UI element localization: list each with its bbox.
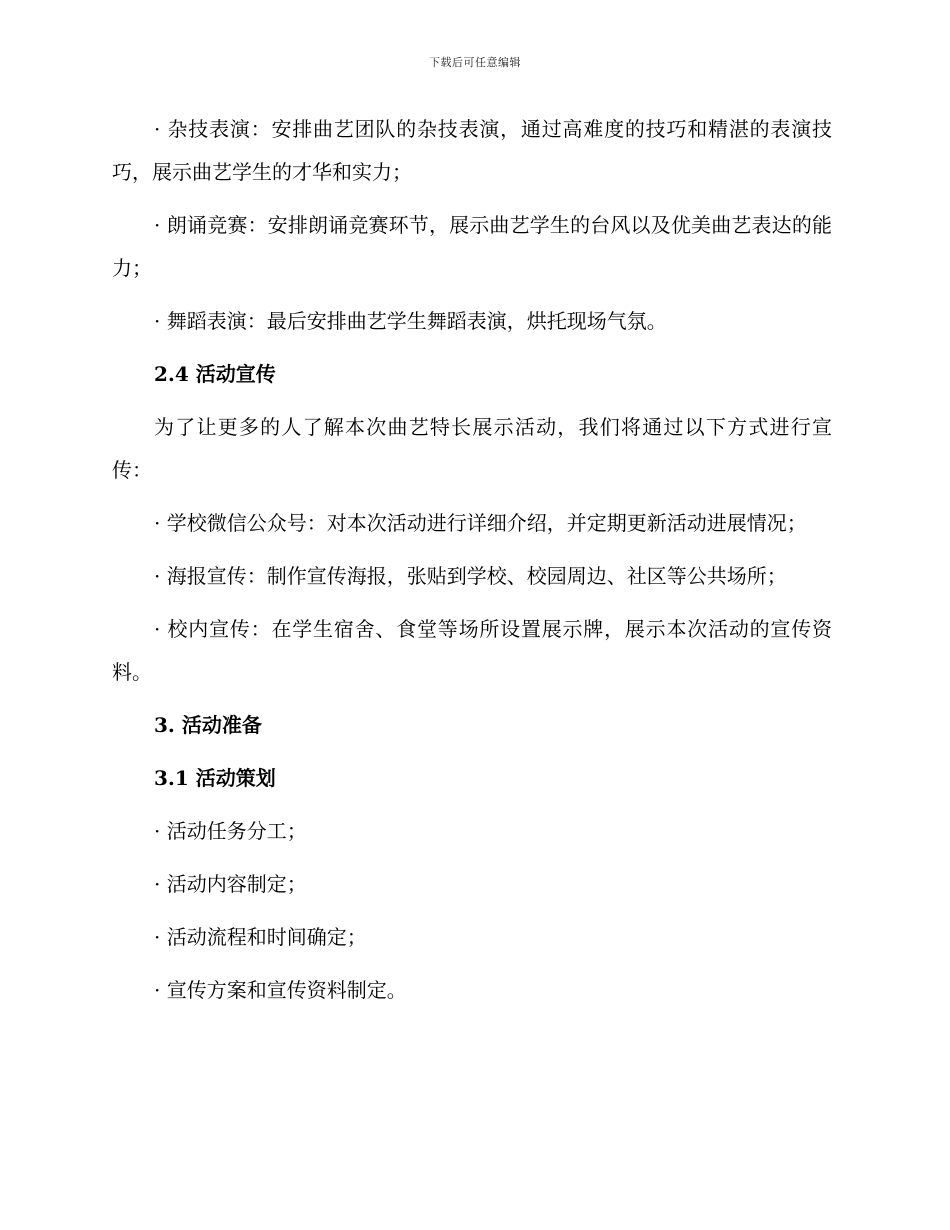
paragraph-recitation: · 朗诵竞赛：安排朗诵竞赛环节，展示曲艺学生的台风以及优美曲艺表达的能力； [112,213,832,280]
section-heading-2-4: 2.4 活动宣传 [154,362,276,386]
paragraph-poster: · 海报宣传：制作宣传海报，张贴到学校、校园周边、社区等公共场所； [154,564,787,588]
list-item-content: · 活动内容制定； [154,872,307,896]
paragraph-acrobatics: · 杂技表演：安排曲艺团队的杂技表演，通过高难度的技巧和精湛的表演技巧，展示曲艺学生的才华和实力； [112,117,832,184]
paragraph-dance: · 舞蹈表演：最后安排曲艺学生舞蹈表演，烘托现场气氛。 [154,309,667,333]
section-heading-3-1: 3.1 活动策划 [154,766,276,790]
paragraph-publicity-intro: 为了让更多的人了解本次曲艺特长展示活动，我们将通过以下方式进行宣传： [112,415,832,482]
list-item-publicity-plan: · 宣传方案和宣传资料制定。 [154,978,407,1002]
paragraph-wechat: · 学校微信公众号：对本次活动进行详细介绍，并定期更新活动进展情况； [154,511,807,535]
list-item-task-division: · 活动任务分工； [154,819,307,843]
page-header: 下载后可任意编辑 [429,56,521,69]
paragraph-campus: · 校内宣传：在学生宿舍、食堂等场所设置展示牌，展示本次活动的宣传资料。 [112,617,832,684]
list-item-schedule: · 活动流程和时间确定； [154,925,367,949]
section-heading-3: 3. 活动准备 [154,713,262,737]
document-body [112,108,832,1022]
